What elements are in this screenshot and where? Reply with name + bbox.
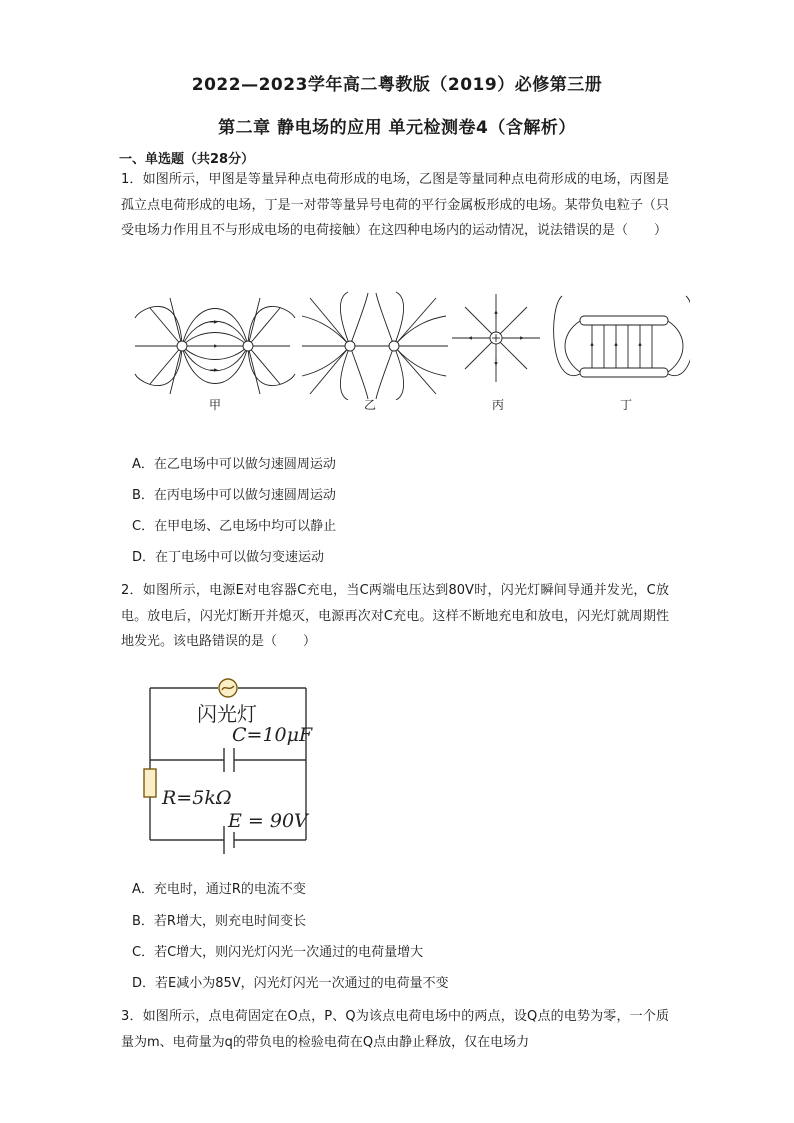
q2-option-d: D．若E减小为85V，闪光灯闪光一次通过的电荷量不变 [132, 976, 449, 991]
field-diagram-ding [554, 296, 690, 377]
caption-bing: 丙 [492, 398, 505, 412]
title-line-2: 第二章 静电场的应用 单元检测卷4（含解析） [218, 118, 576, 138]
question-1-stem: 1．如图所示，甲图是等量异种点电荷形成的电场，乙图是等量同种点电荷形成的电场，丙图是孤立点电荷形成的电场，丁是一对带等量异号电荷的平行金属板形成的电场。某带负电粒子（只受电场力作用且不与形成电场的电荷接触）在这四种电场内的运动情况，说法错误的是（ ） [121, 172, 669, 238]
field-diagram-bing [452, 294, 540, 382]
emf-label: E = 90V [228, 810, 308, 832]
caption-jia: 甲 [209, 398, 222, 412]
field-diagram-jia [135, 298, 295, 394]
q1-option-b: B．在丙电场中可以做匀速圆周运动 [132, 488, 336, 503]
section-heading: 一、单选题（共28分） [119, 152, 255, 167]
q2-option-b: B．若R增大，则充电时间变长 [132, 914, 306, 929]
q2-option-a: A．充电时，通过R的电流不变 [132, 882, 306, 897]
title-line-1: 2022—2023学年高二粤教版（2019）必修第三册 [191, 75, 603, 95]
question-2-stem: 2．如图所示，电源E对电容器C充电，当C两端电压达到80V时，闪光灯瞬间导通并发光，C放电。放电后，闪光灯断开并熄灭，电源再次对C充电。这样不断地充电和放电，闪光灯就周期性地发光。该电路错误的是（ ） [121, 583, 669, 649]
q1-option-d: D．在丁电场中可以做匀变速运动 [132, 550, 325, 565]
q2-option-c: C．若C增大，则闪光灯闪光一次通过的电荷量增大 [132, 945, 424, 960]
field-diagram-yi [302, 292, 448, 400]
capacitor-label: C=10μF [232, 724, 313, 746]
field-diagrams-figure [130, 288, 690, 400]
caption-yi: 乙 [364, 398, 377, 412]
resistor-label: R=5kΩ [162, 787, 232, 809]
q1-option-a: A．在乙电场中可以做匀速圆周运动 [132, 457, 336, 472]
lamp-label: 闪光灯 [197, 702, 257, 726]
question-3-stem: 3．如图所示，点电荷固定在O点，P、Q为该点电荷电场中的两点，设Q点的电势为零，一个质量为m、电荷量为q的带负电的检验电荷在Q点由静止释放，仅在电场力 [121, 1009, 669, 1050]
q1-option-c: C．在甲电场、乙电场中均可以静止 [132, 519, 337, 534]
caption-ding: 丁 [620, 398, 633, 412]
